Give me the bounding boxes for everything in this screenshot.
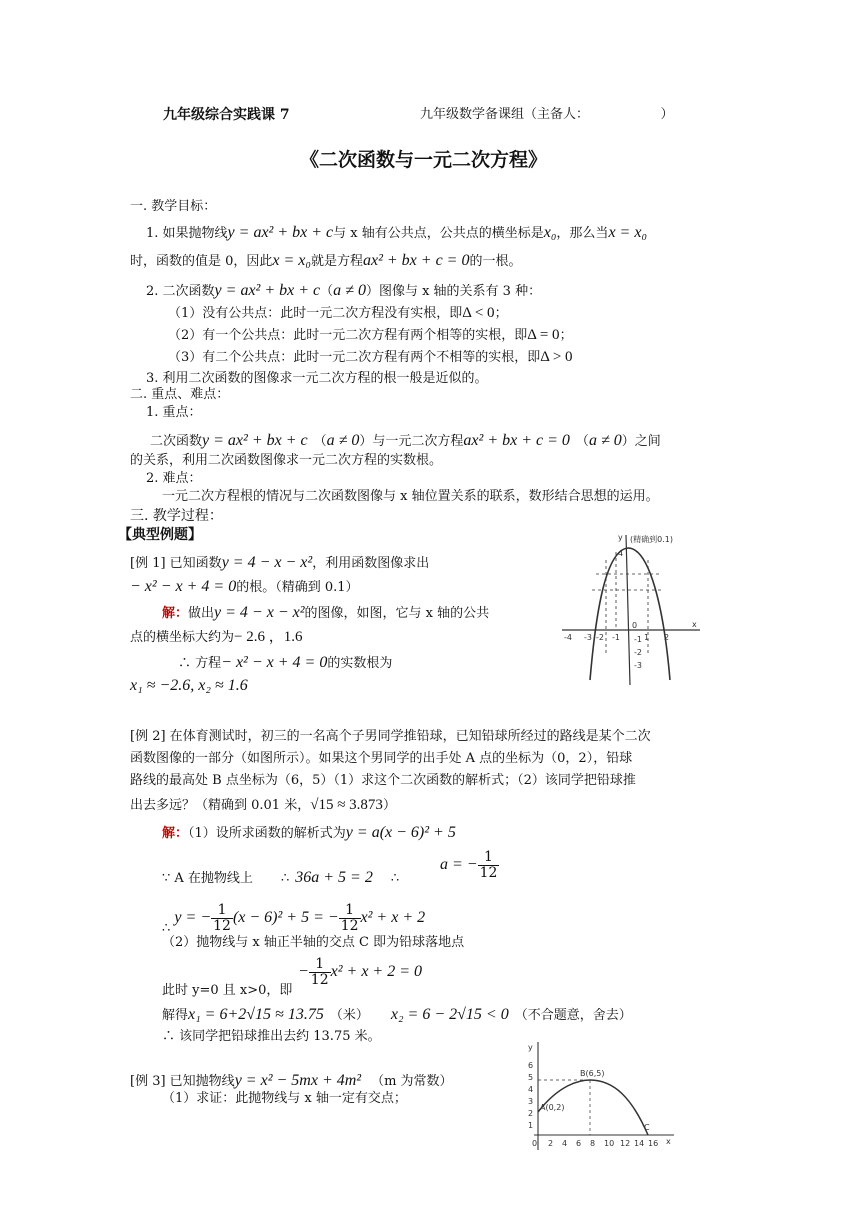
difficulty-text: 一元二次方程根的情况与二次函数图像与 x 轴位置关系的联系，数形结合思想的运用。 — [162, 489, 659, 504]
ex2-trajectory-figure — [524, 1040, 684, 1160]
ex2-x-tick: 2 — [548, 1139, 554, 1148]
key-point-line2: 的关系，利用二次函数图像求一元二次方程的实数根。 — [130, 453, 443, 468]
ex1-x-tick: 0 — [632, 621, 638, 630]
ex2-x-tick: 4 — [562, 1139, 568, 1148]
ex2-x-tick: 0 — [532, 1139, 538, 1148]
section-heading-objectives: 一. 教学目标： — [130, 199, 217, 214]
ex3-line1: [例 3] 已知抛物线y = x² − 5mx + 4m² （m 为常数） — [130, 1072, 453, 1089]
ex1-solution-roots: x₁ ≈ −2.6, x₂ ≈ 1.6 — [130, 677, 248, 694]
ex1-solution-line3: ∴ 方程− x² − x + 4 = 0的实数根为 — [178, 654, 393, 671]
ex2-y-tick: 5 — [528, 1073, 534, 1082]
ex1-y-axis — [626, 535, 630, 685]
ex1-parabola-figure — [560, 530, 710, 685]
ex2-x-tick: 14 — [634, 1139, 645, 1148]
objective-1-line2: 时，函数的值是 0，因此x = x₀就是方程ax² + bx + c = 0的一根。 — [130, 252, 522, 269]
ex2-line1: [例 2] 在体育测试时，初三的一名高个子男同学推铅球，已知铅球所经过的路线是某个二次 — [130, 729, 651, 744]
ex1-y-label: y — [618, 533, 623, 542]
objective-1-line1: 1. 如果抛物线y = ax² + bx + c与 x 轴有公共点，公共点的横坐标是x₀，那么当x = x₀ — [146, 224, 647, 241]
objective-2: 2. 二次函数y = ax² + bx + c（a ≠ 0）图像与 x 轴的关系有 3 种： — [146, 282, 542, 299]
case-1: （1）没有公共点：此时一元二次方程没有实根，即Δ < 0； — [168, 305, 508, 321]
ex2-line2: 函数图像的一部分（如图所示）。如果这个男同学的出手处 A 点的坐标为（0，2），铅球 — [130, 751, 633, 766]
ex1-x-tick: -3 — [584, 633, 592, 642]
ex2-conclusion: ∴ 该同学把铅球推出去约 13.75 米。 — [162, 1029, 381, 1044]
key-point-label: 1. 重点： — [146, 405, 202, 420]
ex2-y-tick: 1 — [528, 1121, 534, 1130]
ex2-y-tick: 2 — [528, 1109, 534, 1118]
ex1-parabola-curve — [590, 548, 670, 680]
ex2-a-value: a = − $\frac{1}{12}$ — [440, 849, 498, 881]
ex2-y-tick: 4 — [528, 1085, 534, 1094]
ex2-condition: 此时 y=0 且 x>0，即 — [162, 983, 293, 998]
ex1-y-tick: -2 — [634, 648, 642, 657]
ex2-y-tick: 3 — [528, 1097, 534, 1106]
ex2-x-tick: 8 — [590, 1139, 596, 1148]
ex2-x-tick: 6 — [576, 1139, 582, 1148]
ex2-function-expression: ∴ y = − $\frac{1}{12}$ (x − 6)² + 5 = − $\frac{1}{12}$ x² + x + 2 — [162, 902, 426, 936]
ex2-x-tick: 10 — [604, 1139, 615, 1148]
ex1-solution-line2: 点的横坐标大约为− 2.6 ，1.6 — [130, 629, 303, 645]
ex3-line2: （1）求证：此抛物线与 x 轴一定有交点； — [162, 1091, 407, 1106]
ex2-roots: 解得x₁ = 6+2√15 ≈ 13.75 （米） x₂ = 6 − 2√15 < 0 （不合题意，舍去） — [162, 1006, 632, 1023]
difficulty-label: 2. 难点： — [146, 471, 202, 486]
prep-group-label: 九年级数学备课组（主备人： ） — [420, 107, 674, 122]
ex2-line4: 出去多远？（精确到 0.01 米，√15 ≈ 3.873） — [130, 797, 396, 813]
course-label: 九年级综合实践课 7 — [163, 107, 290, 123]
ex2-point-b: B(6,5) — [580, 1069, 605, 1078]
ex2-solution-step1: 解：（1）设所求函数的解析式为y = a(x − 6)² + 5 — [162, 824, 456, 841]
ex2-y-tick: 6 — [528, 1061, 534, 1070]
ex2-point-c: C — [644, 1123, 650, 1132]
ex1-x-tick: 2 — [664, 633, 670, 642]
key-point-line1: 二次函数y = ax² + bx + c （a ≠ 0）与一元二次方程ax² + bx + c = 0 （a ≠ 0）之间 — [150, 432, 661, 449]
ex2-solution-step3: （2）抛物线与 x 轴正半轴的交点 C 即为铅球落地点 — [162, 935, 465, 950]
objective-3: 3. 利用二次函数的图像求一元二次方程的根一般是近似的。 — [146, 371, 488, 386]
ex1-x-label: x — [692, 620, 697, 629]
ex2-y-label: y — [528, 1043, 533, 1052]
ex1-line1: [例 1] 已知函数y = 4 − x − x²，利用函数图像求出 — [130, 554, 430, 571]
ex1-fig-note: (精确到0.1) — [630, 535, 673, 544]
ex1-line2: − x² − x + 4 = 0的根。（精确到 0.1） — [130, 578, 359, 595]
section-heading-process: 三. 教学过程： — [130, 508, 223, 524]
page-title: 《二次函数与一元二次方程》 — [300, 149, 548, 171]
case-3: （3）有二个公共点：此时一元二次方程有两个不相等的实根，即Δ > 0 — [168, 349, 573, 365]
ex2-x-tick: 12 — [620, 1139, 631, 1148]
ex1-y-tick: -3 — [634, 661, 642, 670]
ex1-x-tick: 1 — [644, 633, 650, 642]
ex1-y-tick: -1 — [634, 635, 642, 644]
section-heading-key-points: 二. 重点、难点： — [130, 387, 230, 402]
ex2-point-a: A(0,2) — [540, 1103, 565, 1112]
ex2-equation: − $\frac{1}{12}$ x² + x + 2 = 0 — [298, 956, 423, 988]
ex1-solution-line1: 解：做出y = 4 − x − x²的图像，如图，它与 x 轴的公共 — [162, 604, 490, 621]
ex1-x-tick: -2 — [596, 633, 604, 642]
ex1-x-tick: -4 — [564, 633, 572, 642]
ex2-solution-step2: ∵ A 在抛物线上 ∴ 36a + 5 = 2 ∴ — [162, 869, 400, 886]
ex2-line3: 路线的最高处 B 点坐标为（6，5）（1）求这个二次函数的解析式；（2）该同学把铅球推 — [130, 773, 636, 788]
ex1-y-tick: 4 — [618, 549, 624, 558]
ex2-x-tick: 16 — [648, 1139, 659, 1148]
ex2-x-label: x — [666, 1137, 671, 1146]
typical-examples-heading: 【典型例题】 — [118, 527, 202, 543]
case-2: （2）有一个公共点：此时一元二次方程有两个相等的实根，即Δ = 0； — [168, 327, 573, 343]
ex1-x-tick: -1 — [612, 633, 620, 642]
